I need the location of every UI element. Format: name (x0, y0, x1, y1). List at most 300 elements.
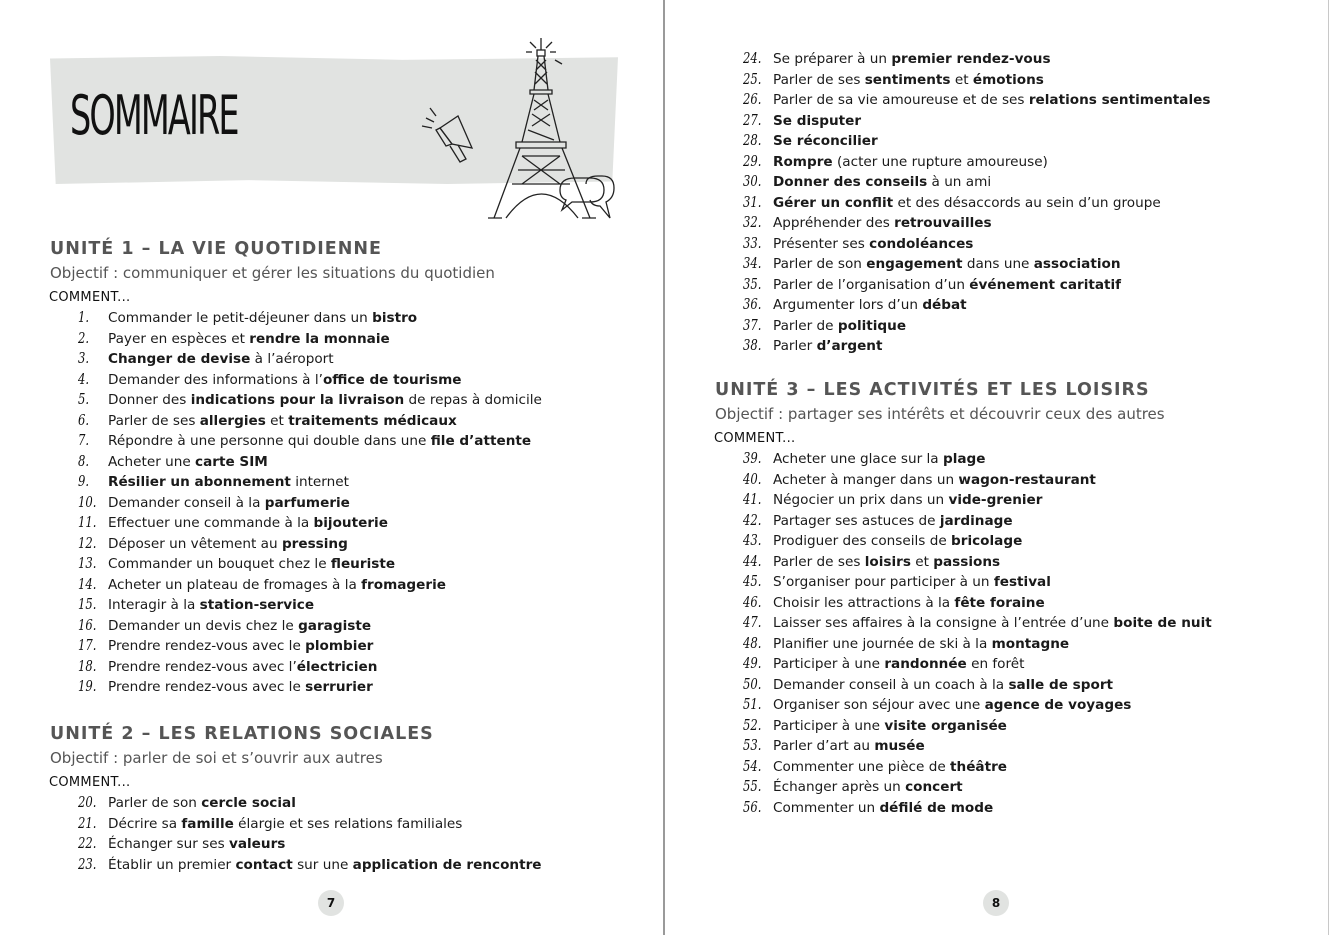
item-number: 7. (78, 433, 90, 449)
item-text-part: Parler de l’organisation d’un (773, 276, 970, 293)
item-text-part: Demander un devis chez le (108, 617, 299, 634)
left-page (0, 0, 663, 935)
list-item (50, 390, 542, 411)
unit-2-item-list (50, 793, 542, 875)
list-item (50, 814, 463, 835)
item-number: 50. (743, 676, 762, 693)
item-text-part: Prendre rendez-vous avec le (108, 638, 306, 654)
list-item (715, 572, 1165, 593)
item-text-part: Effectuer une commande à la (108, 515, 314, 531)
item-text-part: Parler de (773, 317, 838, 334)
item-number: 20. (78, 795, 97, 811)
item-text-part: Parler de son (108, 795, 202, 811)
item-number: 48. (743, 635, 762, 652)
item-keyword: famille (181, 815, 234, 832)
item-text (773, 511, 1013, 532)
item-keyword: premier rendez-vous (891, 51, 1051, 67)
comment-label: COMMENT... (714, 431, 796, 446)
item-keyword: garagiste (298, 617, 372, 634)
item-number: 13. (78, 556, 97, 572)
item-text (108, 308, 417, 329)
item-keyword: parfumerie (264, 494, 350, 511)
item-keyword: Se disputer (773, 112, 862, 129)
item-text (773, 613, 1212, 634)
list-item (50, 554, 495, 575)
item-number: 25. (743, 71, 762, 88)
item-number: 6. (78, 412, 90, 429)
item-text (773, 295, 967, 316)
list-item (50, 595, 495, 616)
item-text-part: sur une (292, 856, 353, 873)
item-text-part: Choisir les attractions à la (773, 594, 955, 611)
item-text (773, 470, 1096, 491)
unit-title: UNITÉ 2 – LES RELATIONS SOCIALES (50, 724, 434, 744)
item-text (773, 90, 1210, 111)
item-keyword: bistro (372, 310, 418, 326)
item-keyword: défilé de mode (879, 799, 994, 816)
page-number-left: 7 (318, 890, 344, 916)
item-number: 49. (743, 656, 762, 672)
item-text (108, 595, 314, 616)
item-text-part: Acheter à manger dans un (773, 471, 959, 488)
item-number: 26. (743, 92, 762, 108)
item-text (773, 736, 925, 757)
item-number: 46. (743, 594, 762, 611)
item-text (773, 193, 1161, 214)
item-text (773, 275, 1121, 296)
item-number: 4. (78, 371, 90, 388)
comment-label: COMMENT... (49, 290, 131, 305)
item-text-part: Appréhender des (773, 215, 895, 231)
item-text (108, 793, 296, 814)
item-text-part: Échanger sur ses (108, 836, 229, 852)
item-text (108, 390, 542, 411)
item-number: 15. (78, 597, 97, 613)
item-keyword: passions (933, 553, 1001, 570)
list-item (50, 677, 495, 698)
item-keyword: débat (922, 297, 967, 313)
comment-label: COMMENT... (49, 775, 131, 790)
item-number: 34. (743, 256, 762, 272)
item-keyword: boite de nuit (1113, 615, 1212, 631)
list-item (50, 452, 495, 473)
item-text (773, 336, 882, 357)
list-item (50, 657, 495, 678)
item-keyword: serrurier (305, 679, 373, 695)
item-keyword: loisirs (864, 553, 911, 570)
item-text-part: Négocier un prix dans un (773, 492, 949, 508)
item-number: 53. (743, 738, 762, 754)
item-text-part: Commander un bouquet chez le (108, 556, 331, 572)
list-item (715, 531, 1165, 552)
item-number: 39. (743, 451, 762, 467)
item-text (108, 431, 531, 452)
item-text-part: (acter une rupture amoureuse) (832, 153, 1048, 170)
item-text (108, 349, 334, 370)
item-keyword: salle de sport (1008, 676, 1114, 693)
item-number: 54. (743, 758, 762, 775)
list-item (50, 855, 542, 876)
item-keyword: randonnée (884, 656, 967, 672)
item-keyword: office de tourisme (322, 371, 462, 388)
item-number: 38. (743, 338, 762, 354)
item-text-part: Parler de ses (773, 553, 865, 570)
item-text (108, 513, 388, 534)
list-item (715, 736, 1165, 757)
item-keyword: festival (993, 574, 1051, 590)
item-text-part: Parler (773, 338, 817, 354)
list-item (715, 777, 1165, 798)
list-item (50, 472, 495, 493)
item-number: 55. (743, 779, 762, 795)
item-text-part: Parler de son (773, 256, 867, 272)
list-item (715, 449, 1165, 470)
item-keyword: visite organisée (884, 717, 1007, 734)
item-text (773, 49, 1051, 70)
list-item (715, 757, 1165, 778)
item-keyword: indications pour la livraison (190, 392, 405, 408)
item-number: 37. (743, 317, 762, 334)
item-text (773, 490, 1042, 511)
item-text (773, 593, 1045, 614)
item-text-part: Acheter une glace sur la (773, 451, 943, 467)
item-number: 31. (743, 194, 762, 211)
item-text-part: Présenter ses (773, 235, 870, 252)
item-text (108, 575, 446, 596)
list-item (715, 613, 1212, 634)
item-number: 27. (743, 112, 762, 129)
item-number: 1. (78, 310, 90, 326)
item-text-part: Prendre rendez-vous avec le (108, 679, 306, 695)
list-item (715, 470, 1165, 491)
item-text (773, 675, 1113, 696)
item-text-part: Laisser ses affaires à la consigne à l’entrée d’une (773, 615, 1114, 631)
item-keyword: événement caritatif (969, 276, 1122, 293)
item-text-part: Payer en espèces et (108, 330, 250, 347)
item-number: 19. (78, 679, 97, 695)
item-text (773, 449, 985, 470)
eiffel-tower-illustration (410, 30, 625, 230)
item-text-part: Prodiguer des conseils de (773, 533, 952, 549)
item-number: 47. (743, 615, 762, 631)
item-text (773, 531, 1022, 552)
item-keyword: valeurs (228, 836, 286, 852)
unit-3-section (714, 379, 1212, 818)
list-item (50, 308, 495, 329)
page-title: SOMMAIRE (70, 84, 238, 147)
item-text-part: Acheter une (108, 453, 196, 470)
item-number: 12. (78, 535, 97, 552)
item-keyword: association (1033, 256, 1121, 272)
item-keyword: contact (235, 856, 293, 873)
item-number: 10. (78, 494, 97, 511)
item-keyword: Résilier un abonnement (108, 474, 291, 490)
list-item (50, 349, 495, 370)
page-number-right: 8 (983, 890, 1009, 916)
item-text-part: Demander conseil à la (108, 494, 265, 511)
item-keyword: carte SIM (195, 453, 268, 470)
unit-objective: Objectif : partager ses intérêts et découvrir ceux des autres (715, 405, 1165, 423)
item-number: 24. (743, 51, 762, 67)
item-number: 11. (78, 515, 97, 531)
item-text (773, 798, 993, 819)
item-number: 5. (78, 392, 90, 408)
item-keyword: électricien (296, 658, 378, 675)
item-text (108, 411, 457, 432)
item-keyword: Donner des conseils (773, 174, 928, 190)
item-number: 17. (78, 638, 97, 654)
item-text-part: Commenter un (773, 799, 880, 816)
item-number: 51. (743, 697, 762, 713)
item-keyword: application de rencontre (352, 856, 542, 873)
item-text (108, 452, 268, 473)
item-text (108, 814, 462, 835)
list-item (50, 370, 495, 391)
item-text (773, 70, 1044, 91)
item-number: 35. (743, 276, 762, 293)
item-text (773, 777, 963, 798)
item-text (108, 834, 285, 855)
item-text-part: S’organiser pour participer à un (773, 574, 994, 590)
item-text-part: Décrire sa (108, 815, 182, 832)
list-item (50, 329, 495, 350)
item-keyword: agence de voyages (984, 697, 1132, 713)
item-text (108, 855, 542, 876)
item-number: 16. (78, 617, 97, 634)
item-text-part: Demander conseil à un coach à la (773, 676, 1009, 693)
item-text-part: Parler de sa vie amoureuse et de ses (773, 92, 1029, 108)
list-item (715, 798, 1165, 819)
item-text (108, 534, 348, 555)
item-text-part: Participer à une (773, 717, 885, 734)
item-text-part: Donner des (108, 392, 191, 408)
item-keyword: théâtre (950, 758, 1008, 775)
item-number: 41. (743, 492, 762, 508)
item-keyword: wagon-restaurant (958, 471, 1096, 488)
list-item (715, 593, 1165, 614)
item-text-part: Parler de ses (108, 412, 200, 429)
item-number: 32. (743, 215, 762, 231)
page-edge (1328, 0, 1329, 935)
item-text (773, 111, 861, 132)
item-text-part: et (910, 553, 934, 570)
item-text (773, 695, 1131, 716)
item-text (108, 616, 371, 637)
item-number: 52. (743, 717, 762, 734)
item-keyword: plage (942, 451, 986, 467)
unit-1-section (49, 238, 542, 698)
item-keyword: fête foraine (954, 594, 1045, 611)
item-keyword: jardinage (939, 512, 1013, 529)
list-item (50, 411, 495, 432)
item-number: 2. (78, 330, 90, 347)
item-keyword: cercle social (201, 795, 296, 811)
item-text-part: Demander des informations à l’ (108, 371, 323, 388)
item-keyword: retrouvailles (894, 215, 992, 231)
unit-1-item-list (50, 308, 542, 698)
item-keyword: Gérer un conflit (773, 194, 894, 211)
item-keyword: plombier (305, 638, 374, 654)
item-text-part: Argumenter lors d’un (773, 297, 923, 313)
item-text (773, 716, 1007, 737)
item-text (108, 472, 349, 493)
list-item (715, 716, 1165, 737)
unit-objective: Objectif : communiquer et gérer les situations du quotidien (50, 264, 495, 282)
item-keyword: bijouterie (313, 515, 388, 531)
item-keyword: émotions (972, 71, 1044, 88)
item-keyword: montagne (991, 635, 1070, 652)
item-keyword: musée (874, 738, 925, 754)
item-text-part: internet (290, 474, 349, 490)
item-keyword: station-service (199, 597, 315, 613)
eiffel-tower-icon (488, 38, 596, 218)
unit-title: UNITÉ 3 – LES ACTIVITÉS ET LES LOISIRS (715, 380, 1150, 400)
item-text (773, 316, 906, 337)
item-text-part: Répondre à une personne qui double dans une (108, 433, 431, 449)
item-keyword: fleuriste (330, 556, 396, 572)
item-number: 56. (743, 799, 762, 816)
item-keyword: Se réconcilier (773, 133, 878, 149)
item-keyword: Rompre (773, 153, 833, 170)
item-text-part: Commenter une pièce de (773, 758, 951, 775)
item-text (108, 329, 390, 350)
item-number: 29. (743, 153, 762, 170)
item-text-part: de repas à domicile (404, 392, 542, 408)
list-item (50, 513, 495, 534)
list-item (715, 695, 1165, 716)
item-text-part: à l’aéroport (250, 351, 334, 367)
item-number: 8. (78, 453, 90, 470)
item-text-part: Interagir à la (108, 597, 200, 613)
list-item (715, 654, 1165, 675)
list-item (50, 534, 495, 555)
unit-objective: Objectif : parler de soi et s’ouvrir aux autres (50, 749, 383, 767)
item-text-part: Se préparer à un (773, 51, 892, 67)
item-number: 14. (78, 576, 97, 593)
item-text-part: Parler de ses (773, 71, 865, 88)
item-text (773, 654, 1024, 675)
item-number: 23. (78, 856, 97, 873)
item-keyword: pressing (281, 535, 348, 552)
item-text-part: et (265, 412, 289, 429)
item-keyword: relations sentimentales (1028, 92, 1211, 108)
item-keyword: concert (905, 779, 963, 795)
item-text-part: en forêt (966, 656, 1025, 672)
item-text (773, 172, 991, 193)
item-text-part: Déposer un vêtement au (108, 535, 282, 552)
item-text-part: élargie et ses relations familiales (233, 815, 463, 832)
list-item (715, 675, 1165, 696)
item-text-part: Prendre rendez-vous avec l’ (108, 658, 297, 675)
item-number: 21. (78, 815, 97, 832)
item-text (108, 554, 395, 575)
item-text-part: à un ami (927, 174, 992, 190)
item-keyword: politique (837, 317, 907, 334)
item-keyword: fromagerie (361, 576, 446, 593)
item-text (773, 152, 1048, 173)
list-item (715, 552, 1165, 573)
unit-3-item-list (715, 449, 1212, 818)
item-text (773, 552, 1000, 573)
item-number: 45. (743, 574, 762, 590)
item-text-part: Participer à une (773, 656, 885, 672)
item-keyword: bricolage (951, 533, 1023, 549)
list-item (715, 490, 1165, 511)
item-text (773, 757, 1007, 778)
item-text-part: Commander le petit-déjeuner dans un (108, 310, 373, 326)
item-text (108, 370, 461, 391)
list-item (50, 575, 495, 596)
item-text-part: dans une (962, 256, 1034, 272)
item-text-part: Acheter un plateau de fromages à la (108, 576, 362, 593)
list-item (50, 834, 434, 855)
list-item (50, 636, 495, 657)
list-item (50, 616, 495, 637)
item-keyword: allergies (199, 412, 266, 429)
item-text (108, 493, 350, 514)
item-text (773, 254, 1121, 275)
item-text (108, 677, 373, 698)
item-text-part: et des désaccords au sein d’un groupe (893, 194, 1161, 211)
item-text (773, 234, 973, 255)
item-number: 42. (743, 512, 762, 529)
megaphone-icon (422, 108, 472, 162)
item-keyword: engagement (866, 256, 963, 272)
list-item (50, 493, 495, 514)
item-number: 18. (78, 658, 97, 675)
item-number: 28. (743, 133, 762, 149)
item-text-part: Parler d’art au (773, 738, 875, 754)
item-number: 30. (743, 174, 762, 190)
item-number: 43. (743, 533, 762, 549)
item-keyword: vide-grenier (948, 492, 1043, 508)
list-item (50, 431, 532, 452)
right-page (665, 0, 1330, 935)
item-keyword: rendre la monnaie (249, 330, 390, 347)
unit-title: UNITÉ 1 – LA VIE QUOTIDIENNE (50, 239, 383, 259)
item-text-part: Planifier une journée de ski à la (773, 635, 992, 652)
item-keyword: condoléances (869, 235, 974, 252)
item-number: 44. (743, 553, 762, 570)
item-text (773, 213, 992, 234)
item-text (108, 657, 377, 678)
list-item (715, 634, 1165, 655)
item-text (773, 131, 878, 152)
item-text-part: Établir un premier (108, 856, 236, 873)
list-item (715, 511, 1165, 532)
item-text-part: Partager ses astuces de (773, 512, 940, 529)
item-text (773, 572, 1051, 593)
item-text (773, 634, 1069, 655)
item-number: 22. (78, 836, 97, 852)
item-number: 33. (743, 235, 762, 252)
item-number: 40. (743, 471, 762, 488)
item-number: 9. (78, 474, 90, 490)
item-text-part: Organiser son séjour avec une (773, 697, 985, 713)
unit-2-section (49, 723, 542, 875)
item-keyword: Changer de devise (108, 351, 251, 367)
item-text-part: Échanger après un (773, 779, 906, 795)
item-keyword: d’argent (816, 338, 883, 354)
item-number: 36. (743, 297, 762, 313)
item-keyword: file d’attente (430, 433, 532, 449)
list-item (50, 793, 434, 814)
item-number: 3. (78, 351, 90, 367)
item-text (108, 636, 373, 657)
item-keyword: traitements médicaux (288, 412, 457, 429)
item-text-part: et (950, 71, 973, 88)
item-keyword: sentiments (864, 71, 951, 88)
